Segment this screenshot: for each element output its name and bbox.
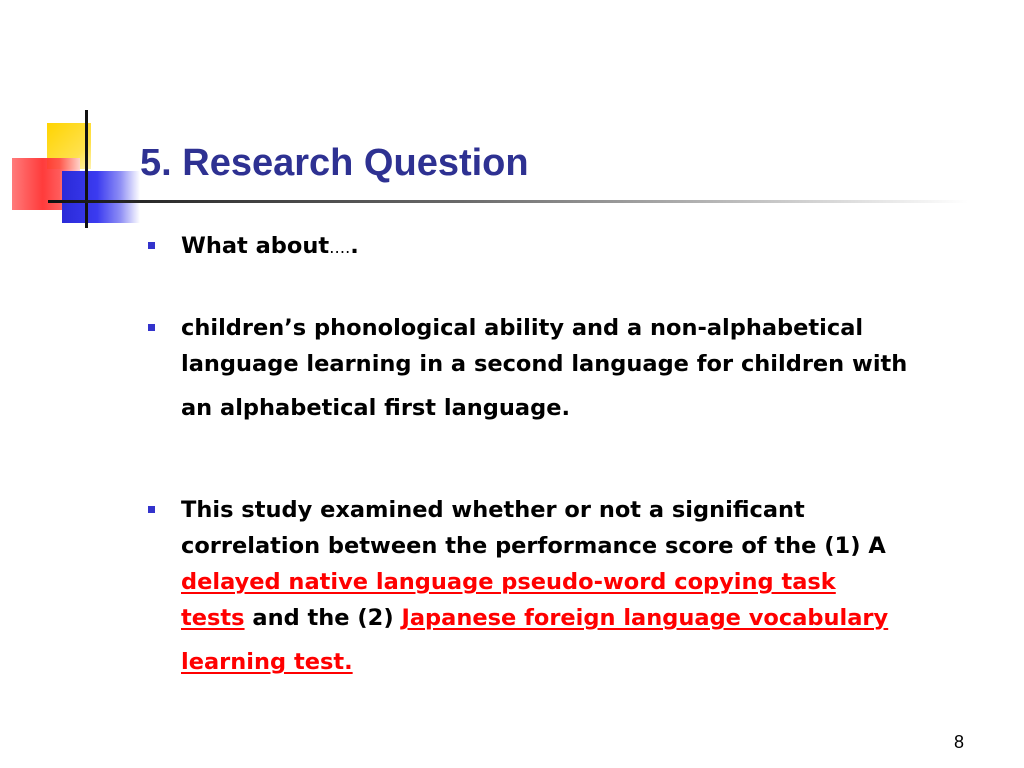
decorative-blue-square [62, 171, 140, 223]
bullet-text-line: This study examined whether or not a significant [181, 497, 805, 523]
bullet-childrens-phonological [148, 310, 998, 434]
bullet-final-period: . [350, 233, 359, 259]
bullet-ellipsis: …. [329, 238, 351, 257]
bullet-text-mid: and the (2) [244, 605, 402, 631]
bullet-study-examined [148, 492, 998, 688]
bullet-list [148, 228, 998, 688]
bullet-text-line: children’s phonological ability and a non-alphabetical [181, 315, 864, 341]
decorative-vertical-line [85, 110, 88, 228]
bullet-text-line: an alphabetical first language. [181, 395, 571, 421]
link-japanese-vocabulary-test[interactable]: Japanese foreign language vocabulary [401, 605, 889, 631]
bullet-text-line: language learning in a second language for children with [181, 351, 908, 377]
page-number: 8 [953, 732, 964, 752]
bullet-what-about [148, 228, 998, 266]
slide-title: 5. Research Question [140, 142, 529, 184]
link-delayed-copying-task-cont[interactable]: tests [181, 605, 245, 631]
bullet-square-icon [148, 506, 155, 513]
bullet-text-line: correlation between the performance score of the (1) A [181, 533, 886, 559]
bullet-square-icon [148, 242, 155, 249]
link-delayed-copying-task[interactable]: delayed native language pseudo-word copying task [181, 569, 836, 595]
bullet-text: What about [181, 233, 330, 259]
link-japanese-vocabulary-test-cont[interactable]: learning test. [181, 649, 353, 675]
bullet-square-icon [148, 324, 155, 331]
title-underline-rule [48, 200, 968, 203]
